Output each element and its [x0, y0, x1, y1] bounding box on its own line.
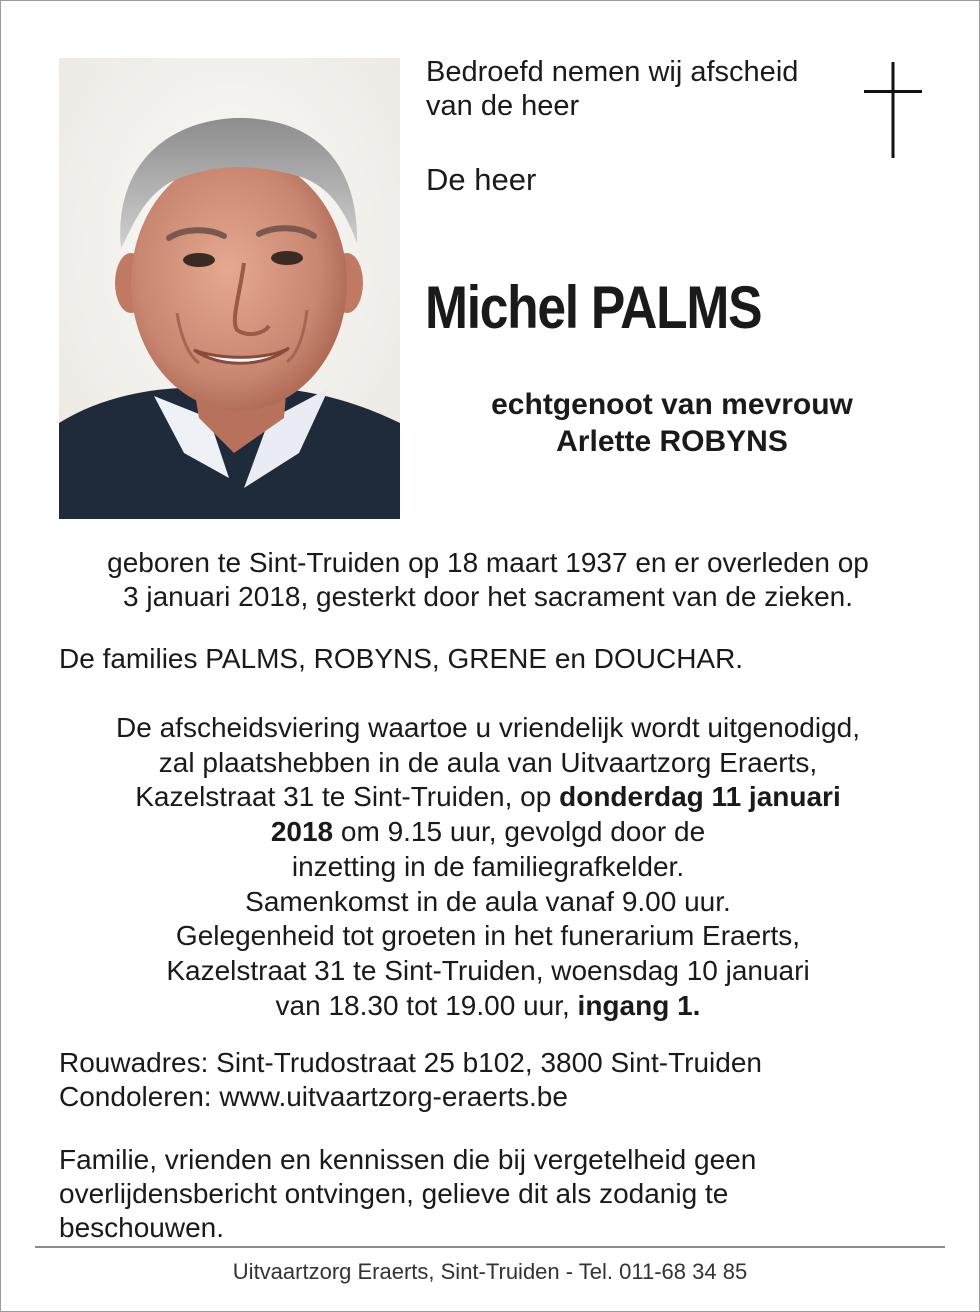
closing-line-2: overlijdensbericht ontvingen, gelieve dit als zodanig te [59, 1178, 729, 1209]
intro-line-2: van de heer [426, 90, 580, 122]
ceremony-line-8: Kazelstraat 31 te Sint-Truiden, woensdag 10 januari [166, 954, 810, 986]
intro-line-1: Bedroefd nemen wij afscheid [426, 56, 799, 88]
closing-line-1: Familie, vrienden en kennissen die bij vergetelheid geen [59, 1144, 757, 1175]
born-line-1: geboren te Sint-Truiden op 18 maart 1937 en er overleden op [107, 547, 869, 578]
spouse-line-1: echtgenoot van mevrouw [491, 388, 853, 421]
families: De families PALMS, ROBYNS, GRENE en DOUCHAR. [59, 643, 744, 674]
footer-divider [35, 1246, 945, 1248]
ceremony-details [30, 711, 946, 1023]
ceremony-line-3: Kazelstraat 31 te Sint-Truiden, op [135, 781, 560, 813]
ceremony-date: donderdag 11 januari [559, 781, 841, 813]
ceremony-line-1: De afscheidsviering waartoe u vriendelijk wordt uitgenodigd, [116, 712, 860, 743]
condolence-website: Condoleren: www.uitvaartzorg-eraerts.be [59, 1081, 568, 1112]
ceremony-line-7: Gelegenheid tot groeten in het funerarium Eraerts, [175, 920, 801, 952]
spouse-line-2: Arlette ROBYNS [556, 425, 788, 458]
born-line-2: 3 januari 2018, gesterkt door het sacrament van de zieken. [123, 581, 853, 612]
portrait-photo [59, 58, 400, 519]
closing-line-3: beschouwen. [59, 1212, 225, 1243]
deceased-name: Michel PALMS [425, 274, 762, 341]
ceremony-line-4: om 9.15 uur, gevolgd door de [333, 816, 706, 848]
intro-text [426, 55, 846, 123]
contact-info [59, 1046, 762, 1114]
spouse-info [420, 386, 924, 460]
footer-text: Uitvaartzorg Eraerts, Sint-Truiden - Tel. 011-68 34 85 [232, 1259, 748, 1284]
mourning-address: Rouwadres: Sint-Trudostraat 25 b102, 3800 Sint-Truiden [59, 1047, 762, 1078]
ceremony-line-5: inzetting in de familiegrafkelder. [291, 850, 685, 882]
birth-death-info [40, 546, 936, 614]
ceremony-line-6: Samenkomst in de aula vanaf 9.00 uur. [245, 885, 731, 917]
ceremony-line-9: van 18.30 tot 19.00 uur, [275, 989, 578, 1021]
honorific: De heer [426, 162, 537, 197]
ceremony-line-2: zal plaatshebben in de aula van Uitvaartzorg Eraerts, [158, 746, 818, 778]
entrance-label: ingang 1. [577, 989, 701, 1021]
ceremony-year: 2018 [270, 816, 334, 848]
closing-notice [59, 1143, 899, 1245]
cross-icon [864, 62, 922, 158]
